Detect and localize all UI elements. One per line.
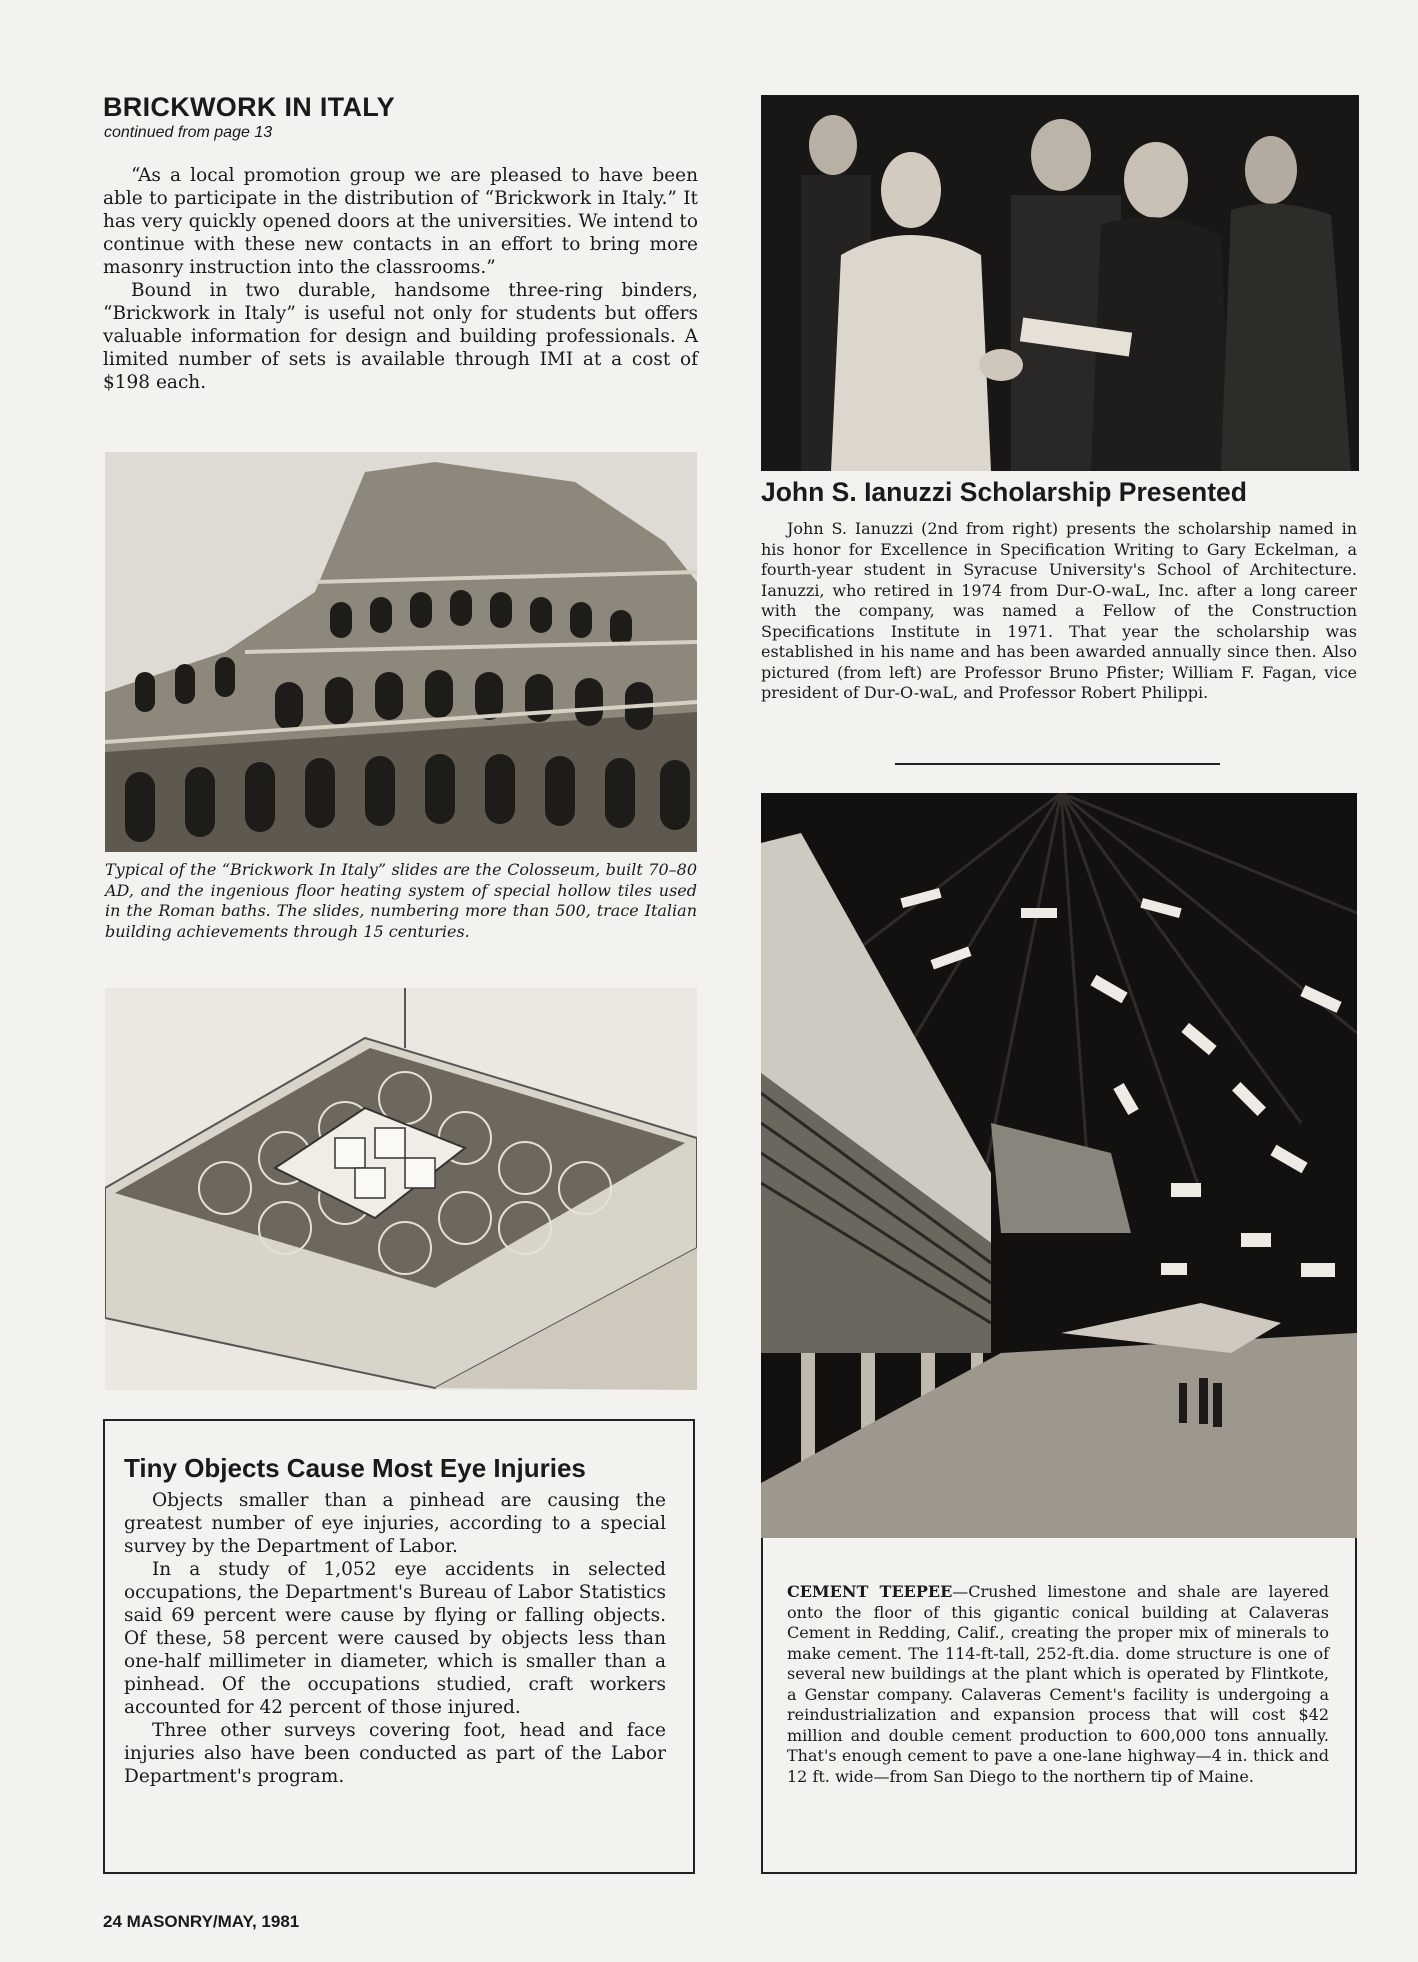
article-paragraph: “As a local promotion group we are pleased to have been able to participate in the distribution of “Brickwork in Italy.” It has very quickly opened doors at the universities. We intend to continue with these new contacts in an effort to bring more masonry instruction into the classrooms.” xyxy=(103,165,698,278)
cement-caption-body: —Crushed limestone and shale are layered onto the floor of this gigantic conical building at Calaveras Cement in Redding, Calif., creating the proper mix of minerals to make cement. The 114-ft-tall, 252-ft.dia. dome structure is one of several new buildings at the plant which is operated by Flintkote, a Genstar company. Calaveras Cement's facility is undergoing a reindustrialization and expansion process that will cost $42 million and double cement production to 600,000 tons annually. That's enough cement to pave a one-lane highway—4 in. thick and 12 ft. wide—from San Diego to the northern tip of Maine. xyxy=(787,1582,1329,1786)
box-paragraph: In a study of 1,052 eye accidents in selected occupations, the Department's Bureau of Labor Statistics said 69 percent were cause by flying or falling objects. Of these, 58 percent were caused by objects less than one-half millimeter in diameter, which is smaller than a pinhead. Of the occupations studied, craft workers accounted for 42 percent of those injured. xyxy=(124,1559,666,1718)
cement-caption-lead: CEMENT TEEPEE xyxy=(787,1582,953,1601)
floor-heating-drawing xyxy=(105,988,697,1390)
cement-caption xyxy=(787,1582,1329,1787)
colosseum-photo xyxy=(105,452,697,852)
cement-teepee-photo xyxy=(761,793,1357,1538)
page-footer xyxy=(103,1912,299,1932)
colosseum-caption: Typical of the “Brickwork In Italy” slides are the Colosseum, built 70–80 AD, and the ingenious floor heating system of special hollow tiles used in the Roman baths. The slides, numbering more than 500, trace Italian building achievements through 15 centuries. xyxy=(105,860,697,941)
box-paragraph: Objects smaller than a pinhead are causing the greatest number of eye injuries, according to a special survey by the Department of Labor. xyxy=(124,1490,666,1557)
scholarship-text: John S. Ianuzzi (2nd from right) presents the scholarship named in his honor for Excellence in Specification Writing to Gary Eckelman, a fourth-year student in Syracuse University's School of Architecture. Ianuzzi, who retired in 1974 from Dur-O-waL, Inc. after a long career with the company, was named a Fellow of the Construction Specifications Institute in 1971. That year the scholarship was established in his name and has been awarded annually since then. Also pictured (from left) are Professor Bruno Pfister; William F. Fagan, vice president of Dur-O-waL, and Professor Robert Philippi. xyxy=(761,519,1357,702)
scholarship-heading: John S. Ianuzzi Scholarship Presented xyxy=(761,477,1247,507)
box-paragraph: Three other surveys covering foot, head and face injuries also have been conducted as part of the Labor Department's program. xyxy=(124,1720,666,1787)
box-body xyxy=(124,1489,666,1788)
page-number: 24 xyxy=(103,1912,122,1931)
box-heading: Tiny Objects Cause Most Eye Injuries xyxy=(124,1453,586,1483)
publication-line: MASONRY/MAY, 1981 xyxy=(126,1912,300,1931)
section-divider xyxy=(895,763,1220,765)
article-heading: BRICKWORK IN ITALY xyxy=(103,92,395,122)
article-body xyxy=(103,164,698,394)
scholarship-photo xyxy=(761,95,1359,471)
continued-note: continued from page 13 xyxy=(104,124,273,141)
article-paragraph: Bound in two durable, handsome three-ring binders, “Brickwork in Italy” is useful not only for students but offers valuable information for design and building professionals. A limited number of sets is available through IMI at a cost of $198 each. xyxy=(103,280,698,393)
